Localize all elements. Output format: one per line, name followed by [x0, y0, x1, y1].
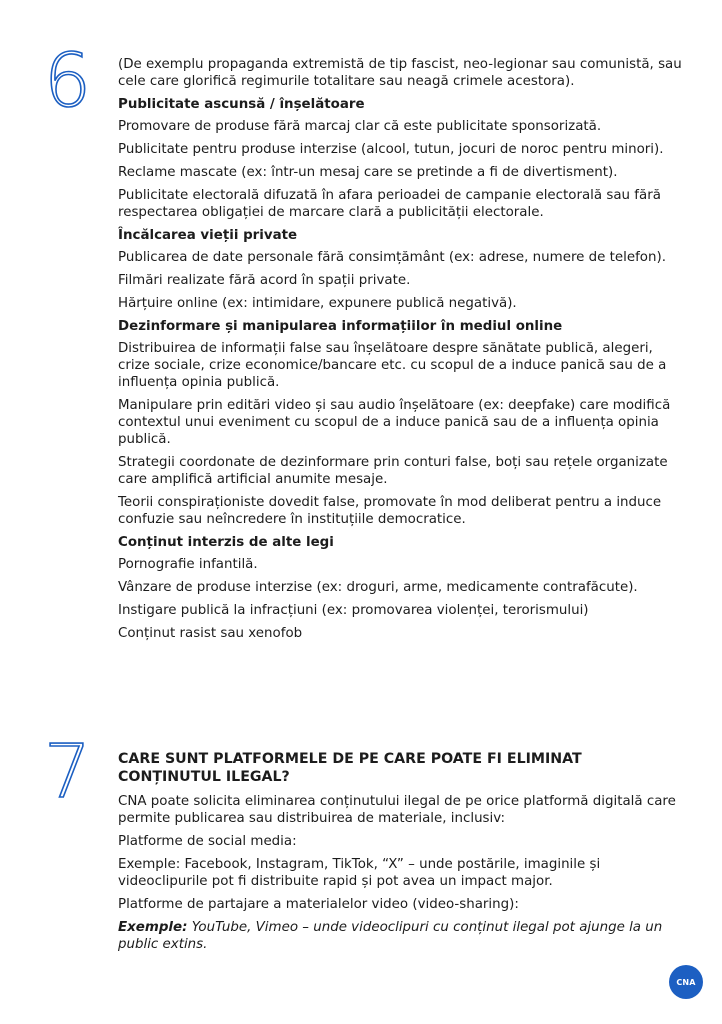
svg-text:6: 6: [44, 44, 92, 114]
list-item: Promovare de produse fără marcaj clar că este publicitate sponsorizată.: [118, 119, 602, 134]
logo-text: CNA: [676, 977, 696, 987]
list-item: Strategii coordonate de dezinformare prin conturi false, boți sau rețele organizate care amplifică artificial anumite mesaje.: [118, 455, 668, 487]
example-label: Exemple:: [118, 920, 188, 935]
section-7-title: CARE SUNT PLATFORMELE DE PE CARE POATE FI ELIMINAT CONȚINUTUL ILEGAL?: [118, 751, 582, 785]
numeral-6-outline: [40, 44, 96, 114]
list-item: Reclame mascate (ex: într-un mesaj care se pretinde a fi de divertisment).: [118, 165, 618, 180]
section-7-paragraph: Exemple: Facebook, Instagram, TikTok, “X” – unde postările, imaginile și videoclipurile pot fi distribuite rapid și pot avea un impact major.: [118, 857, 601, 889]
group-heading: Conținut interzis de alte legi: [118, 535, 334, 550]
list-item: Instigare publică la infracțiuni (ex: promovarea violenței, terorismului): [118, 603, 589, 618]
section-7-paragraph: Platforme de social media:: [118, 834, 297, 849]
section-7-example: [118, 919, 683, 953]
section-7-content: [118, 750, 683, 959]
section-6-content: [118, 56, 683, 648]
section-7-paragraph: Platforme de partajare a materialelor video (video-sharing):: [118, 897, 519, 912]
section-6-intro: (De exemplu propaganda extremistă de tip fascist, neo-legionar sau comunistă, sau cele care glorifică regimurile totalitare sau neagă crimele acestora).: [118, 57, 682, 89]
numeral-7-outline: [40, 735, 96, 805]
list-item: Publicarea de date personale fără consimțământ (ex: adrese, numere de telefon).: [118, 250, 666, 265]
group-heading: Dezinformare și manipularea informațiilor în mediul online: [118, 319, 563, 334]
svg-text:7: 7: [44, 735, 92, 805]
list-item: Conținut rasist sau xenofob: [118, 626, 303, 641]
list-item: Hărțuire online (ex: intimidare, expunere publică negativă).: [118, 296, 517, 311]
list-item: Vânzare de produse interzise (ex: droguri, arme, medicamente contrafăcute).: [118, 580, 638, 595]
cna-logo: [669, 965, 703, 999]
section-number-7: [40, 735, 100, 805]
list-item: Distribuirea de informații false sau înșelătoare despre sănătate publică, alegeri, crize sociale, crize economice/bancare etc. cu scopul de a induce panică sau de a influența opinia publică.: [118, 341, 667, 390]
group-heading: Publicitate ascunsă / înșelătoare: [118, 97, 365, 112]
section-number-6: [40, 44, 100, 114]
list-item: Publicitate pentru produse interzise (alcool, tutun, jocuri de noroc pentru minori).: [118, 142, 664, 157]
example-text: YouTube, Vimeo – unde videoclipuri cu conținut ilegal pot ajunge la un public extins.: [118, 920, 663, 952]
list-item: Manipulare prin editări video și sau audio înșelătoare (ex: deepfake) care modifică contextul unui eveniment cu scopul de a induce panică sau de a influența opinia publică.: [118, 398, 671, 447]
group-heading: Încălcarea vieții private: [118, 228, 298, 243]
section-7-paragraph: CNA poate solicita eliminarea conținutului ilegal de pe orice platformă digitală care permite publicarea sau distribuirea de materiale, inclusiv:: [118, 794, 676, 826]
list-item: Pornografie infantilă.: [118, 557, 258, 572]
list-item: Publicitate electorală difuzată în afara perioadei de campanie electorală sau fără respectarea obligației de marcare clară a publicității electorale.: [118, 188, 661, 220]
list-item: Teorii conspiraționiste dovedit false, promovate în mod deliberat pentru a induce confuzie sau neîncredere în instituțiile democratice.: [118, 495, 662, 527]
list-item: Filmări realizate fără acord în spații private.: [118, 273, 411, 288]
